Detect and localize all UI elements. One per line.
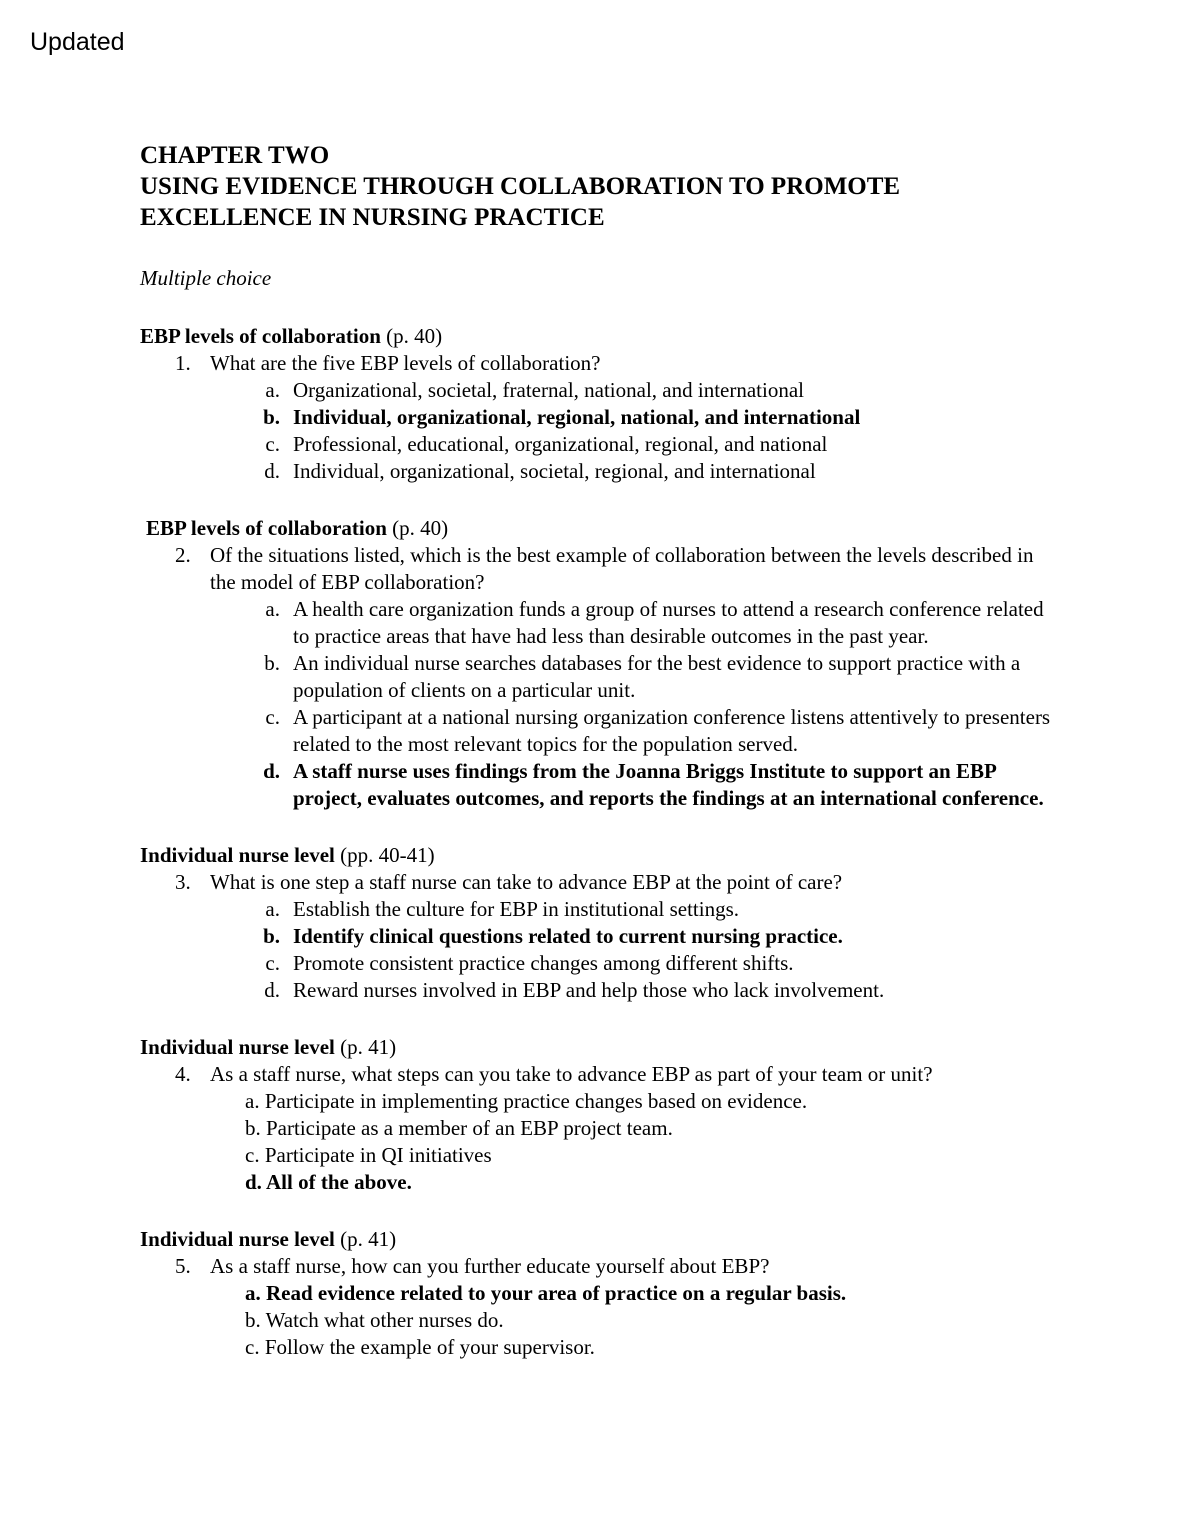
option-b: b. Watch what other nurses do.	[245, 1308, 504, 1332]
page-ref: (pp. 40-41)	[334, 843, 435, 867]
option-b: b. Participate as a member of an EBP project team.	[245, 1116, 673, 1140]
option-letter: d.	[264, 978, 280, 1002]
option-letter: c.	[265, 705, 280, 729]
option-text: Organizational, societal, fraternal, national, and international	[293, 378, 804, 402]
option-a	[237, 377, 1060, 404]
option-text: Promote consistent practice changes among different shifts.	[293, 951, 794, 975]
option-a-correct: a. Read evidence related to your area of practice on a regular basis.	[245, 1281, 847, 1305]
option-text: Individual, organizational, societal, regional, and international	[293, 459, 816, 483]
title-line-3: EXCELLENCE IN NURSING PRACTICE	[140, 204, 605, 231]
topic-label: EBP levels of collaboration	[146, 516, 387, 540]
option-d-correct: d. All of the above.	[245, 1170, 412, 1194]
question	[175, 350, 1060, 377]
topic-label: Individual nurse level	[140, 1227, 335, 1251]
question-block-2	[140, 515, 1060, 812]
option-text: Identify clinical questions related to current nursing practice.	[293, 924, 843, 948]
question-block-4	[140, 1034, 1060, 1196]
option-text: Reward nurses involved in EBP and help those who lack involvement.	[293, 978, 885, 1002]
option-letter: c.	[265, 951, 280, 975]
option-text: A participant at a national nursing organization conference listens attentively to presenters related to the most relevant topics for the population served.	[293, 705, 1051, 756]
option-text: An individual nurse searches databases for the best evidence to support practice with a population of clients on a particular unit.	[293, 651, 1021, 702]
question-text: As a staff nurse, what steps can you take to advance EBP as part of your team or unit?	[210, 1062, 933, 1086]
option-letter: c.	[265, 432, 280, 456]
option-a	[237, 896, 1060, 923]
option-c: c. Follow the example of your supervisor.	[245, 1335, 595, 1359]
option-letter: b.	[263, 405, 280, 429]
topic-heading	[140, 842, 1060, 869]
question-block-5	[140, 1226, 1060, 1361]
option-letter: a.	[265, 897, 280, 921]
option-c	[237, 431, 1060, 458]
topic-label: Individual nurse level	[140, 843, 335, 867]
document-body	[140, 140, 1060, 1361]
option-a	[237, 596, 1060, 650]
topic-heading	[140, 1226, 1060, 1253]
option-letter: b.	[263, 924, 280, 948]
option-c	[237, 950, 1060, 977]
page-ref: (p. 41)	[334, 1227, 397, 1251]
title-line-2: USING EVIDENCE THROUGH COLLABORATION TO PROMOTE	[140, 173, 901, 200]
option-text: Individual, organizational, regional, national, and international	[293, 405, 861, 429]
option-d	[237, 458, 1060, 485]
question-block-3	[140, 842, 1060, 1004]
question-text: Of the situations listed, which is the best example of collaboration between the levels described in the model of EBP collaboration?	[210, 543, 1034, 594]
option-text: A staff nurse uses findings from the Joanna Briggs Institute to support an EBP project, evaluates outcomes, and reports the findings at an international conference.	[293, 759, 1044, 810]
option-letter: d.	[264, 459, 280, 483]
option-letter: a.	[265, 378, 280, 402]
question-block-1	[140, 323, 1060, 485]
question	[175, 1253, 1060, 1280]
option-a: a. Participate in implementing practice changes based on evidence.	[245, 1089, 808, 1113]
option-letter: a.	[265, 597, 280, 621]
section-subtitle: Multiple choice	[140, 266, 272, 290]
topic-heading	[140, 1034, 1060, 1061]
question-number: 2.	[175, 543, 191, 567]
option-d	[237, 977, 1060, 1004]
question	[175, 1061, 1060, 1088]
option-letter: d.	[263, 759, 280, 783]
question-text: As a staff nurse, how can you further educate yourself about EBP?	[210, 1254, 770, 1278]
question-text: What are the five EBP levels of collaboration?	[210, 351, 601, 375]
page-ref: (p. 40)	[386, 516, 449, 540]
question-number: 4.	[175, 1062, 191, 1086]
option-text: A health care organization funds a group of nurses to attend a research conference related to practice areas that have had less than desirable outcomes in the past year.	[293, 597, 1044, 648]
title-line-1: CHAPTER TWO	[140, 142, 330, 169]
question-number: 3.	[175, 870, 191, 894]
option-text: Establish the culture for EBP in institutional settings.	[293, 897, 740, 921]
topic-label: Individual nurse level	[140, 1035, 335, 1059]
option-c	[237, 704, 1060, 758]
option-d-correct	[237, 758, 1060, 812]
option-text: Professional, educational, organizational, regional, and national	[293, 432, 828, 456]
option-letter: b.	[264, 651, 280, 675]
topic-label: EBP levels of collaboration	[140, 324, 381, 348]
option-b-correct	[237, 404, 1060, 431]
question	[175, 542, 1060, 596]
question-text: What is one step a staff nurse can take to advance EBP at the point of care?	[210, 870, 843, 894]
question-number: 1.	[175, 351, 191, 375]
option-b	[237, 650, 1060, 704]
question	[175, 869, 1060, 896]
option-c: c. Participate in QI initiatives	[245, 1143, 492, 1167]
question-number: 5.	[175, 1254, 191, 1278]
updated-stamp: Updated	[30, 28, 125, 56]
chapter-title	[140, 140, 1060, 233]
page-ref: (p. 41)	[334, 1035, 397, 1059]
page-ref: (p. 40)	[380, 324, 443, 348]
topic-heading	[140, 323, 1060, 350]
option-b-correct	[237, 923, 1060, 950]
topic-heading	[140, 515, 1060, 542]
